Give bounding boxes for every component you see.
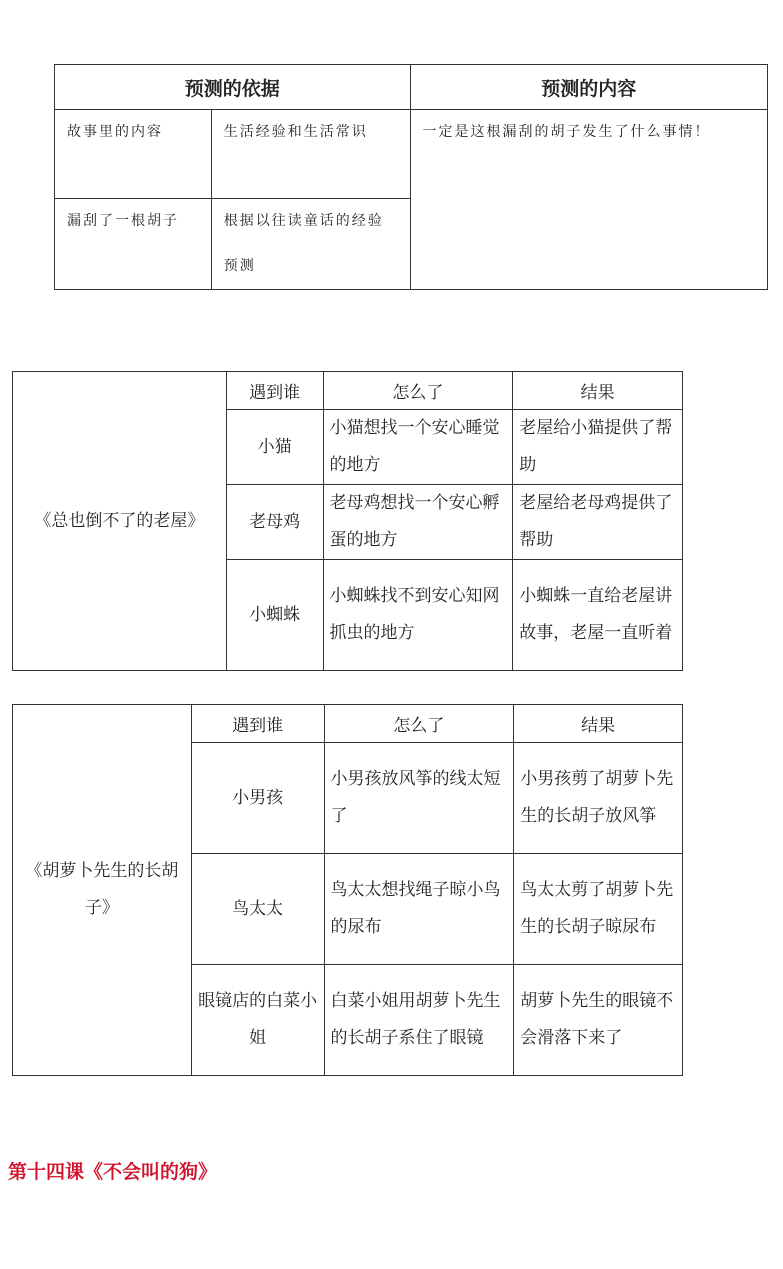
cell-what: 白菜小姐用胡萝卜先生的长胡子系住了眼镜 [324, 965, 514, 1076]
story-title: 《总也倒不了的老屋》 [13, 372, 227, 671]
cell-result: 胡萝卜先生的眼镜不会滑落下来了 [514, 965, 683, 1076]
cell-result: 小男孩剪了胡萝卜先生的长胡子放风筝 [514, 743, 683, 854]
header-result: 结果 [513, 372, 683, 410]
header-what: 怎么了 [323, 372, 513, 410]
cell-who: 老母鸡 [226, 485, 323, 560]
cell-who: 小猫 [226, 410, 323, 485]
cell-result: 小蜘蛛一直给老屋讲故事，老屋一直听着 [513, 560, 683, 671]
cell-result: 老屋给小猫提供了帮助 [513, 410, 683, 485]
cell-life-experience: 生活经验和生活常识 [211, 110, 410, 199]
header-content: 预测的内容 [410, 65, 767, 110]
cell-story-content: 故事里的内容 [55, 110, 212, 199]
cell-what: 老母鸡想找一个安心孵蛋的地方 [323, 485, 513, 560]
cell-who: 眼镜店的白菜小姐 [191, 965, 324, 1076]
header-who: 遇到谁 [191, 705, 324, 743]
cell-result: 鸟太太剪了胡萝卜先生的长胡子晾尿布 [514, 854, 683, 965]
cell-fairytale-experience: 根据以往读童话的经验预测 [211, 199, 410, 290]
header-what: 怎么了 [324, 705, 514, 743]
cell-what: 鸟太太想找绳子晾小鸟的尿布 [324, 854, 514, 965]
header-result: 结果 [514, 705, 683, 743]
prediction-table [54, 64, 768, 290]
lesson-heading: 第十四课《不会叫的狗》 [8, 1161, 218, 1183]
header-who: 遇到谁 [226, 372, 323, 410]
cell-missed-beard: 漏刮了一根胡子 [55, 199, 212, 290]
cell-prediction-content: 一定是这根漏刮的胡子发生了什么事情！ [410, 110, 767, 290]
cell-who: 鸟太太 [191, 854, 324, 965]
cell-what: 小男孩放风筝的线太短了 [324, 743, 514, 854]
cell-who: 小蜘蛛 [226, 560, 323, 671]
cell-who: 小男孩 [191, 743, 324, 854]
story-title: 《胡萝卜先生的长胡子》 [13, 705, 192, 1076]
cell-what: 小猫想找一个安心睡觉的地方 [323, 410, 513, 485]
header-basis: 预测的依据 [55, 65, 411, 110]
old-house-table [12, 371, 683, 671]
carrot-beard-table [12, 704, 683, 1076]
cell-what: 小蜘蛛找不到安心知网抓虫的地方 [323, 560, 513, 671]
cell-result: 老屋给老母鸡提供了帮助 [513, 485, 683, 560]
